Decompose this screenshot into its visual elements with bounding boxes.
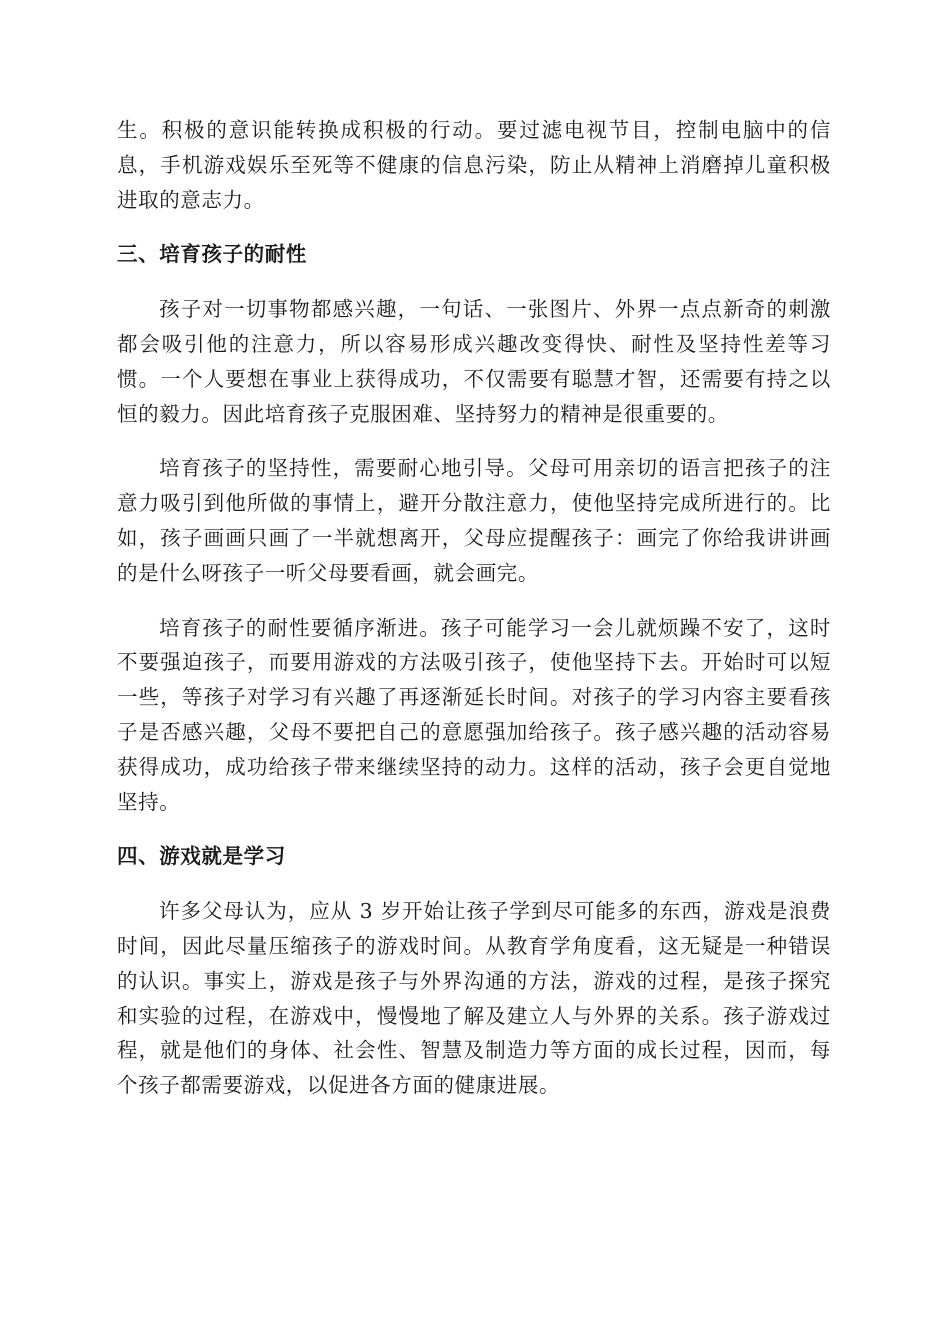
paragraph-gradual-progress: 培育孩子的耐性要循序渐进。孩子可能学习一会儿就烦躁不安了，这时不要强迫孩子，而要用游戏的方法吸引孩子，使他坚持下去。开始时可以短一些，等孩子对学习有兴趣了再逐渐延长时间。对孩子的学习内容主要看孩子是否感兴趣，父母不要把自己的意愿强加给孩子。孩子感兴趣的活动容易获得成功，成功给孩子带来继续坚持的动力。这样的活动，孩子会更自觉地坚持。 xyxy=(117,615,831,814)
section-heading-4: 四、游戏就是学习 xyxy=(117,844,286,869)
paragraph-play-is-learning: 许多父母认为，应从 3 岁开始让孩子学到尽可能多的东西，游戏是浪费时间，因此尽量压缩孩子的游戏时间。从教育学角度看，这无疑是一种错误的认识。事实上，游戏是孩子与外界沟通的方法，游戏的过程，是孩子探究和实验的过程，在游戏中，慢慢地了解及建立人与外界的关系。孩子游戏过程，就是他们的身体、社会性、智慧及制造力等方面的成长过程，因而，每个孩子都需要游戏，以促进各方面的健康进展。 xyxy=(117,899,831,1098)
paragraph-patience-intro: 孩子对一切事物都感兴趣，一句话、一张图片、外界一点点新奇的刺激都会吸引他的注意力，所以容易形成兴趣改变得快、耐性及坚持性差等习惯。一个人要想在事业上获得成功，不仅需要有聪慧才智，还需要有持之以恒的毅力。因此培育孩子克服困难、坚持努力的精神是很重要的。 xyxy=(117,297,831,426)
paragraph-continuation: 生。积极的意识能转换成积极的行动。要过滤电视节目，控制电脑中的信息，手机游戏娱乐至死等不健康的信息污染，防止从精神上消磨掉儿童积极进取的意志力。 xyxy=(117,118,831,212)
section-heading-3: 三、培育孩子的耐性 xyxy=(117,242,307,267)
document-page xyxy=(117,113,831,1123)
paragraph-persistence-guidance: 培育孩子的坚持性，需要耐心地引导。父母可用亲切的语言把孩子的注意力吸引到他所做的事情上，避开分散注意力，使他坚持完成所进行的。比如，孩子画画只画了一半就想离开，父母应提醒孩子：画完了你给我讲讲画的是什么呀孩子一听父母要看画，就会画完。 xyxy=(117,456,831,585)
